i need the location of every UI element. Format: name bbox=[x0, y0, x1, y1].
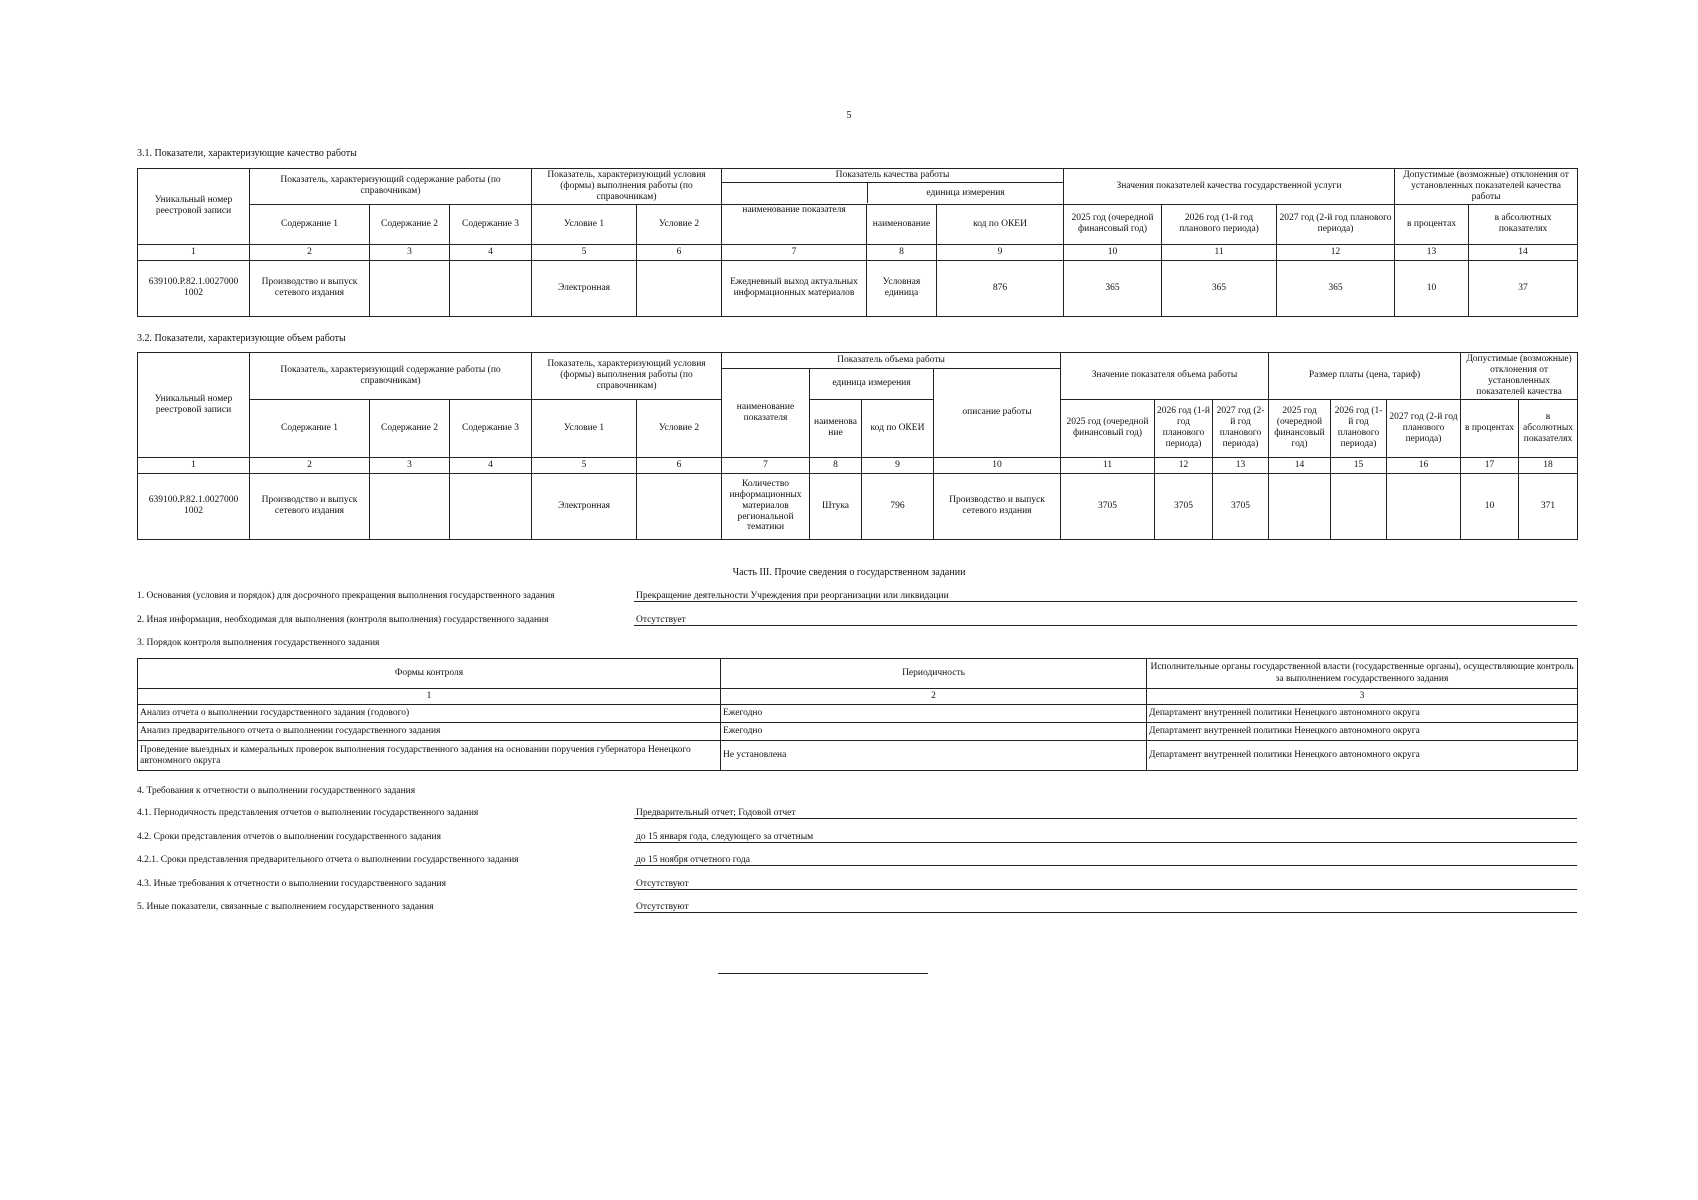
description-cell: Производство и выпуск сетевого издания bbox=[934, 473, 1061, 539]
control-form-cell: Анализ предварительного отчета о выполнении государственного задания bbox=[138, 723, 721, 741]
content3-header: Содержание 3 bbox=[450, 204, 532, 244]
col-num: 17 bbox=[1461, 457, 1519, 473]
dev-abs-header: в абсолютных показателях bbox=[1519, 399, 1578, 457]
col-num: 10 bbox=[934, 457, 1061, 473]
dev-percent-header: в процентах bbox=[1461, 399, 1519, 457]
control-form-cell: Проведение выездных и камеральных проверок выполнения государственного задания на основании поручения губернатора Ненецкого автономного округа bbox=[138, 741, 721, 771]
col-num: 1 bbox=[138, 244, 250, 260]
value-2027-cell: 3705 bbox=[1213, 473, 1269, 539]
value-2025-cell: 3705 bbox=[1061, 473, 1155, 539]
info-label: 4.2. Сроки представления отчетов о выполнении государственного задания bbox=[137, 832, 441, 842]
registry-header: Уникальный номер реестровой записи bbox=[138, 353, 250, 458]
unit-code-header: код по ОКЕИ bbox=[862, 399, 934, 457]
info-row-5 bbox=[137, 902, 1577, 916]
col-num: 16 bbox=[1387, 457, 1461, 473]
description-header: описание работы bbox=[934, 369, 1061, 458]
col-num: 2 bbox=[250, 244, 370, 260]
value-2026-cell: 3705 bbox=[1155, 473, 1213, 539]
value-2025-cell: 365 bbox=[1064, 260, 1162, 316]
dev-abs-cell: 37 bbox=[1469, 260, 1578, 316]
col-num: 13 bbox=[1395, 244, 1469, 260]
info-label: 5. Иные показатели, связанные с выполнением государственного задания bbox=[137, 902, 434, 912]
fee-2027-cell bbox=[1387, 473, 1461, 539]
col-num: 14 bbox=[1469, 244, 1578, 260]
col-num: 11 bbox=[1061, 457, 1155, 473]
okei-cell: 796 bbox=[862, 473, 934, 539]
info-row-4-2 bbox=[137, 832, 1577, 846]
fee-2027-header: 2027 год (2-й год планового периода) bbox=[1387, 399, 1461, 457]
info-row-2 bbox=[137, 615, 1577, 629]
unit-group-header: единица измерения bbox=[810, 369, 934, 400]
unit-code-header: код по ОКЕИ bbox=[937, 204, 1064, 244]
col-num: 6 bbox=[637, 457, 722, 473]
year-2027-header: 2027 год (2-й год планового периода) bbox=[1213, 399, 1269, 457]
deviation-group-header: Допустимые (возможные) отклонения от установленных показателей качества работы bbox=[1395, 169, 1578, 205]
col-num: 6 bbox=[637, 244, 722, 260]
condition-group-header: Показатель, характеризующий условия (формы) выполнения работы (по справочникам) bbox=[532, 353, 722, 400]
cond1-cell: Электронная bbox=[532, 473, 637, 539]
dev-abs-header: в абсолютных показателях bbox=[1469, 204, 1578, 244]
col-num: 9 bbox=[937, 244, 1064, 260]
value-2027-cell: 365 bbox=[1277, 260, 1395, 316]
content1-cell: Производство и выпуск сетевого издания bbox=[250, 473, 370, 539]
col-num: 7 bbox=[722, 244, 867, 260]
table-row bbox=[138, 260, 1578, 316]
content1-cell: Производство и выпуск сетевого издания bbox=[250, 260, 370, 316]
info-value: до 15 ноября отчетного года bbox=[634, 855, 1577, 866]
col-num: 7 bbox=[722, 457, 810, 473]
unit-group-header: единица измерения bbox=[926, 187, 1005, 198]
info-label: 4.2.1. Сроки представления предварительного отчета о выполнении государственного задания bbox=[137, 855, 519, 865]
fee-2025-cell bbox=[1269, 473, 1331, 539]
unit-cell: Штука bbox=[810, 473, 862, 539]
periodicity-header: Периодичность bbox=[721, 659, 1147, 689]
col-num: 8 bbox=[867, 244, 937, 260]
col-num: 1 bbox=[138, 689, 721, 705]
registry-cell: 639100.Р.82.1.0027000 1002 bbox=[138, 473, 250, 539]
executive-body-cell: Департамент внутренней политики Ненецкого автономного округа bbox=[1147, 723, 1578, 741]
info-row-4-1 bbox=[137, 808, 1577, 822]
info-value: Отсутствует bbox=[634, 615, 1577, 626]
values-group-header: Значение показателя объема работы bbox=[1061, 353, 1269, 400]
info-value: Прекращение деятельности Учреждения при реорганизации или ликвидации bbox=[634, 591, 1577, 602]
cond2-cell bbox=[637, 260, 722, 316]
col-num: 5 bbox=[532, 457, 637, 473]
col-num: 9 bbox=[862, 457, 934, 473]
volume-indicators-table bbox=[137, 352, 1578, 540]
registry-header: Уникальный номер реестровой записи bbox=[138, 169, 250, 245]
col-num: 3 bbox=[370, 457, 450, 473]
cond2-cell bbox=[637, 473, 722, 539]
content1-header: Содержание 1 bbox=[250, 399, 370, 457]
table-row bbox=[138, 473, 1578, 539]
section-3-2-title: 3.2. Показатели, характеризующие объем работы bbox=[137, 333, 346, 344]
col-num: 10 bbox=[1064, 244, 1162, 260]
cond2-header: Условие 2 bbox=[637, 204, 722, 244]
indicator-name-header: наименование показателя bbox=[722, 190, 867, 230]
periodicity-cell: Ежегодно bbox=[721, 723, 1147, 741]
quality-indicators-table bbox=[137, 168, 1578, 317]
dev-abs-cell: 371 bbox=[1519, 473, 1578, 539]
col-num: 11 bbox=[1162, 244, 1277, 260]
fee-2026-cell bbox=[1331, 473, 1387, 539]
cond1-cell: Электронная bbox=[532, 260, 637, 316]
fee-2025-header: 2025 год (очередной финансовый год) bbox=[1269, 399, 1331, 457]
content1-header: Содержание 1 bbox=[250, 204, 370, 244]
info-label: 1. Основания (условия и порядок) для досрочного прекращения выполнения государственного задания bbox=[137, 591, 555, 601]
info-value: Предварительный отчет; Годовой отчет bbox=[634, 808, 1577, 819]
indicator-group-header: Показатель объема работы bbox=[722, 353, 1061, 369]
info-value: Отсутствуют bbox=[634, 902, 1577, 913]
content2-header: Содержание 2 bbox=[370, 204, 450, 244]
executive-body-header: Исполнительные органы государственной власти (государственные органы), осуществляющие контроль за выполнением государственного задания bbox=[1147, 659, 1578, 689]
col-num: 5 bbox=[532, 244, 637, 260]
control-table bbox=[137, 658, 1578, 771]
info-row-4-2-1 bbox=[137, 855, 1577, 869]
cond1-header: Условие 1 bbox=[532, 399, 637, 457]
year-2025-header: 2025 год (очередной финансовый год) bbox=[1061, 399, 1155, 457]
col-num: 2 bbox=[250, 457, 370, 473]
fee-group-header: Размер платы (цена, тариф) bbox=[1269, 353, 1461, 400]
col-num: 15 bbox=[1331, 457, 1387, 473]
info-value: до 15 января года, следующего за отчетным bbox=[634, 832, 1577, 843]
dev-percent-header: в процентах bbox=[1395, 204, 1469, 244]
content2-cell bbox=[370, 260, 450, 316]
col-num: 4 bbox=[450, 457, 532, 473]
registry-cell: 639100.Р.82.1.0027000 1002 bbox=[138, 260, 250, 316]
reporting-requirements-title: 4. Требования к отчетности о выполнении государственного задания bbox=[137, 786, 416, 796]
content2-cell bbox=[370, 473, 450, 539]
indicator-group-header: Показатель качества работы bbox=[722, 169, 1063, 183]
fee-2026-header: 2026 год (1-й год планового периода) bbox=[1331, 399, 1387, 457]
content-group-header: Показатель, характеризующий содержание работы (по справочникам) bbox=[250, 353, 532, 400]
cond1-header: Условие 1 bbox=[532, 204, 637, 244]
col-num: 8 bbox=[810, 457, 862, 473]
control-form-header: Формы контроля bbox=[138, 659, 721, 689]
col-num: 12 bbox=[1155, 457, 1213, 473]
col-num: 13 bbox=[1213, 457, 1269, 473]
deviation-group-header: Допустимые (возможные) отклонения от установленных показателей качества bbox=[1461, 353, 1578, 400]
col-num: 2 bbox=[721, 689, 1147, 705]
table-row bbox=[138, 705, 1578, 723]
page-number: 5 bbox=[846, 110, 852, 121]
condition-group-header: Показатель, характеризующий условия (формы) выполнения работы (по справочникам) bbox=[532, 169, 722, 205]
dev-percent-cell: 10 bbox=[1395, 260, 1469, 316]
info-row-1 bbox=[137, 591, 1577, 605]
col-num: 18 bbox=[1519, 457, 1578, 473]
table-row bbox=[138, 741, 1578, 771]
content3-cell bbox=[450, 473, 532, 539]
unit-name-header: наименование bbox=[867, 204, 937, 244]
periodicity-cell: Ежегодно bbox=[721, 705, 1147, 723]
part-3-title: Часть III. Прочие сведения о государственном задании bbox=[732, 567, 966, 578]
col-num: 1 bbox=[138, 457, 250, 473]
indicator-name-header: наименование показателя bbox=[722, 369, 810, 458]
year-2025-header: 2025 год (очередной финансовый год) bbox=[1064, 204, 1162, 244]
values-group-header: Значения показателей качества государственной услуги bbox=[1064, 169, 1395, 205]
section-3-1-title: 3.1. Показатели, характеризующие качество работы bbox=[137, 148, 357, 159]
value-2026-cell: 365 bbox=[1162, 260, 1277, 316]
content3-cell bbox=[450, 260, 532, 316]
unit-cell: Условная единица bbox=[867, 260, 937, 316]
indicator-cell: Количество информационных материалов региональной тематики bbox=[722, 473, 810, 539]
dev-percent-cell: 10 bbox=[1461, 473, 1519, 539]
col-num: 3 bbox=[370, 244, 450, 260]
year-2026-header: 2026 год (1-й год планового периода) bbox=[1155, 399, 1213, 457]
col-num: 3 bbox=[1147, 689, 1578, 705]
executive-body-cell: Департамент внутренней политики Ненецкого автономного округа bbox=[1147, 705, 1578, 723]
content-group-header: Показатель, характеризующий содержание работы (по справочникам) bbox=[250, 169, 532, 205]
info-label: 4.3. Иные требования к отчетности о выполнении государственного задания bbox=[137, 879, 446, 889]
control-order-title: 3. Порядок контроля выполнения государственного задания bbox=[137, 638, 380, 648]
content2-header: Содержание 2 bbox=[370, 399, 450, 457]
cond2-header: Условие 2 bbox=[637, 399, 722, 457]
okei-cell: 876 bbox=[937, 260, 1064, 316]
col-num: 14 bbox=[1269, 457, 1331, 473]
closing-line bbox=[718, 973, 928, 974]
year-2027-header: 2027 год (2-й год планового периода) bbox=[1277, 204, 1395, 244]
control-form-cell: Анализ отчета о выполнении государственного задания (годового) bbox=[138, 705, 721, 723]
info-label: 2. Иная информация, необходимая для выполнения (контроля выполнения) государственного задания bbox=[137, 615, 549, 625]
col-num: 12 bbox=[1277, 244, 1395, 260]
unit-name-header: наименование bbox=[810, 399, 862, 457]
content3-header: Содержание 3 bbox=[450, 399, 532, 457]
year-2026-header: 2026 год (1-й год планового периода) bbox=[1162, 204, 1277, 244]
table-row bbox=[138, 723, 1578, 741]
executive-body-cell: Департамент внутренней политики Ненецкого автономного округа bbox=[1147, 741, 1578, 771]
col-num: 4 bbox=[450, 244, 532, 260]
info-value: Отсутствуют bbox=[634, 879, 1577, 890]
info-row-4-3 bbox=[137, 879, 1577, 893]
info-label: 4.1. Периодичность представления отчетов о выполнении государственного задания bbox=[137, 808, 479, 818]
indicator-cell: Ежедневный выход актуальных информационных материалов bbox=[722, 260, 867, 316]
periodicity-cell: Не установлена bbox=[721, 741, 1147, 771]
